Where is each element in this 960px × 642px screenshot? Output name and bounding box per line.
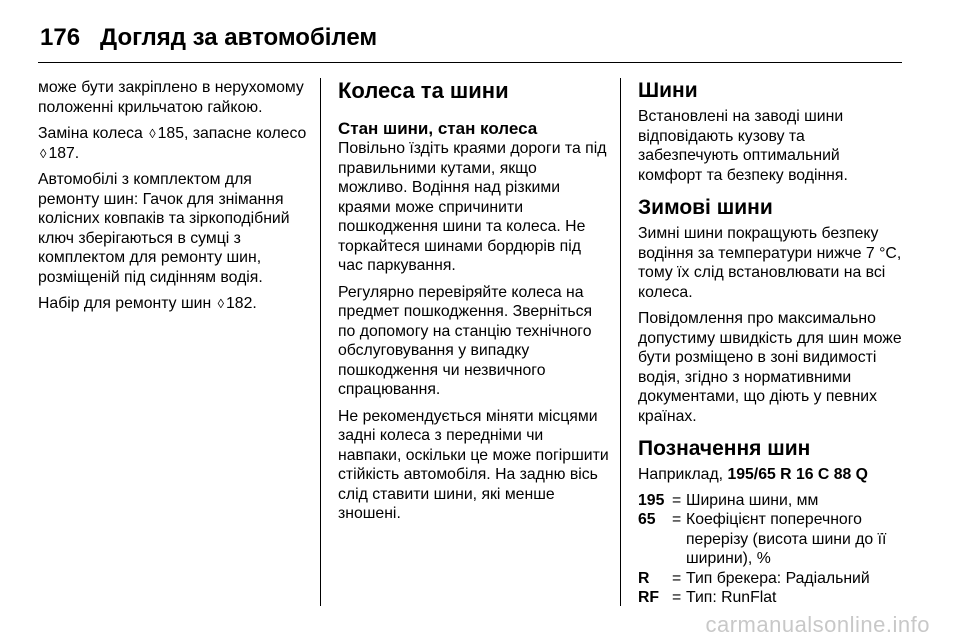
paragraph: може бути закріплено в нерухомому положенні крильчатою гайкою. — [38, 79, 304, 116]
watermark-link[interactable]: carmanualsonline.info — [705, 612, 930, 637]
definition-term: R — [638, 569, 650, 587]
paragraph — [38, 294, 310, 314]
cross-reference-icon: ◊ — [40, 145, 47, 161]
paragraph: Встановлені на заводі шини відповідають кузову та забезпечують оптимальний комфорт та безпеку водіння. — [638, 108, 848, 184]
subsection-heading: Стан шини, стан колеса — [338, 119, 538, 138]
definition-term: 65 — [638, 511, 656, 528]
definition-term: 195 — [638, 491, 665, 509]
definition-description: Тип брекера: Радіальний — [686, 569, 870, 587]
paragraph: Зимні шини покращують безпеку водіння за температури нижче 7 °C, тому їх слід встановлювати на всі колеса. — [638, 225, 902, 301]
page-reference-link[interactable]: 185, запасне колесо — [157, 125, 307, 142]
page-number: 176 — [40, 24, 81, 51]
paragraph: Повідомлення про максимально допустиму швидкість для шин може бути розміщено в зоні видимості водія, згідно з нормативними документами, що діють у певних країнах. — [638, 310, 902, 425]
definition-row — [638, 569, 906, 589]
equals-sign: = — [672, 569, 682, 587]
equals-sign: = — [672, 589, 682, 606]
section-heading-winter-tyres: Зимові шини — [638, 196, 773, 219]
paragraph: Автомобілі з комплектом для ремонту шин: Гачок для знімання колісних ковпаків та зіркоподібний ключ зберігаються в сумці з комплектом для ремонту шин, розміщеній під сидінням водія. — [38, 171, 290, 286]
column-divider — [620, 78, 621, 606]
cross-reference-icon: ◊ — [217, 296, 224, 311]
paragraph: Повільно їздіть краями дороги та під правильними кутами, якщо можливо. Водіння над різкими краями може спричинити пошкодження шини та колеса. Не торкайтеся шинами бордюрів під час паркування. — [338, 140, 607, 274]
text: Набір для ремонту шин — [38, 295, 212, 312]
definition-description: Тип: RunFlat — [686, 589, 777, 606]
equals-sign: = — [672, 511, 682, 528]
definition-row — [638, 510, 906, 569]
section-heading-tyre-marking: Позначення шин — [638, 437, 811, 460]
page-header — [38, 14, 902, 62]
definition-row — [638, 588, 906, 608]
column-divider — [320, 78, 321, 606]
example-label: Наприклад, — [638, 466, 724, 483]
cross-reference-icon: ◊ — [149, 126, 156, 141]
column-middle — [338, 78, 610, 531]
page-reference-link[interactable]: 182. — [226, 295, 257, 312]
paragraph: Не рекомендується міняти місцями задні колеса з передніми чи навпаки, оскільки це може погіршити стійкість автомобіля. На задню вісь слід ставити шини, які менше зношені. — [338, 407, 609, 522]
example-line — [638, 465, 906, 485]
section-heading: Колеса та шини — [338, 78, 509, 103]
definition-term: RF — [638, 589, 660, 606]
column-right — [638, 78, 906, 608]
page-reference-link[interactable]: 187. — [48, 144, 80, 162]
definition-list — [638, 491, 906, 608]
section-heading-tyres: Шини — [638, 79, 698, 102]
page-title: Догляд за автомобілем — [100, 24, 378, 51]
definition-description: Ширина шини, мм — [686, 491, 819, 509]
equals-sign: = — [672, 491, 682, 509]
definition-row — [638, 491, 906, 511]
example-code: 195/65 R 16 C 88 Q — [727, 466, 868, 483]
header-rule — [38, 62, 902, 63]
paragraph — [38, 124, 310, 163]
paragraph: Регулярно перевіряйте колеса на предмет пошкодження. Зверніться по допомогу на станцію технічного обслуговування у випадку пошкодження чи незвичного спрацювання. — [338, 283, 593, 398]
column-left — [38, 78, 310, 321]
text: Заміна колеса — [38, 125, 143, 142]
definition-description: Коефіцієнт поперечного перерізу (висота шини до її ширини), % — [686, 511, 887, 567]
